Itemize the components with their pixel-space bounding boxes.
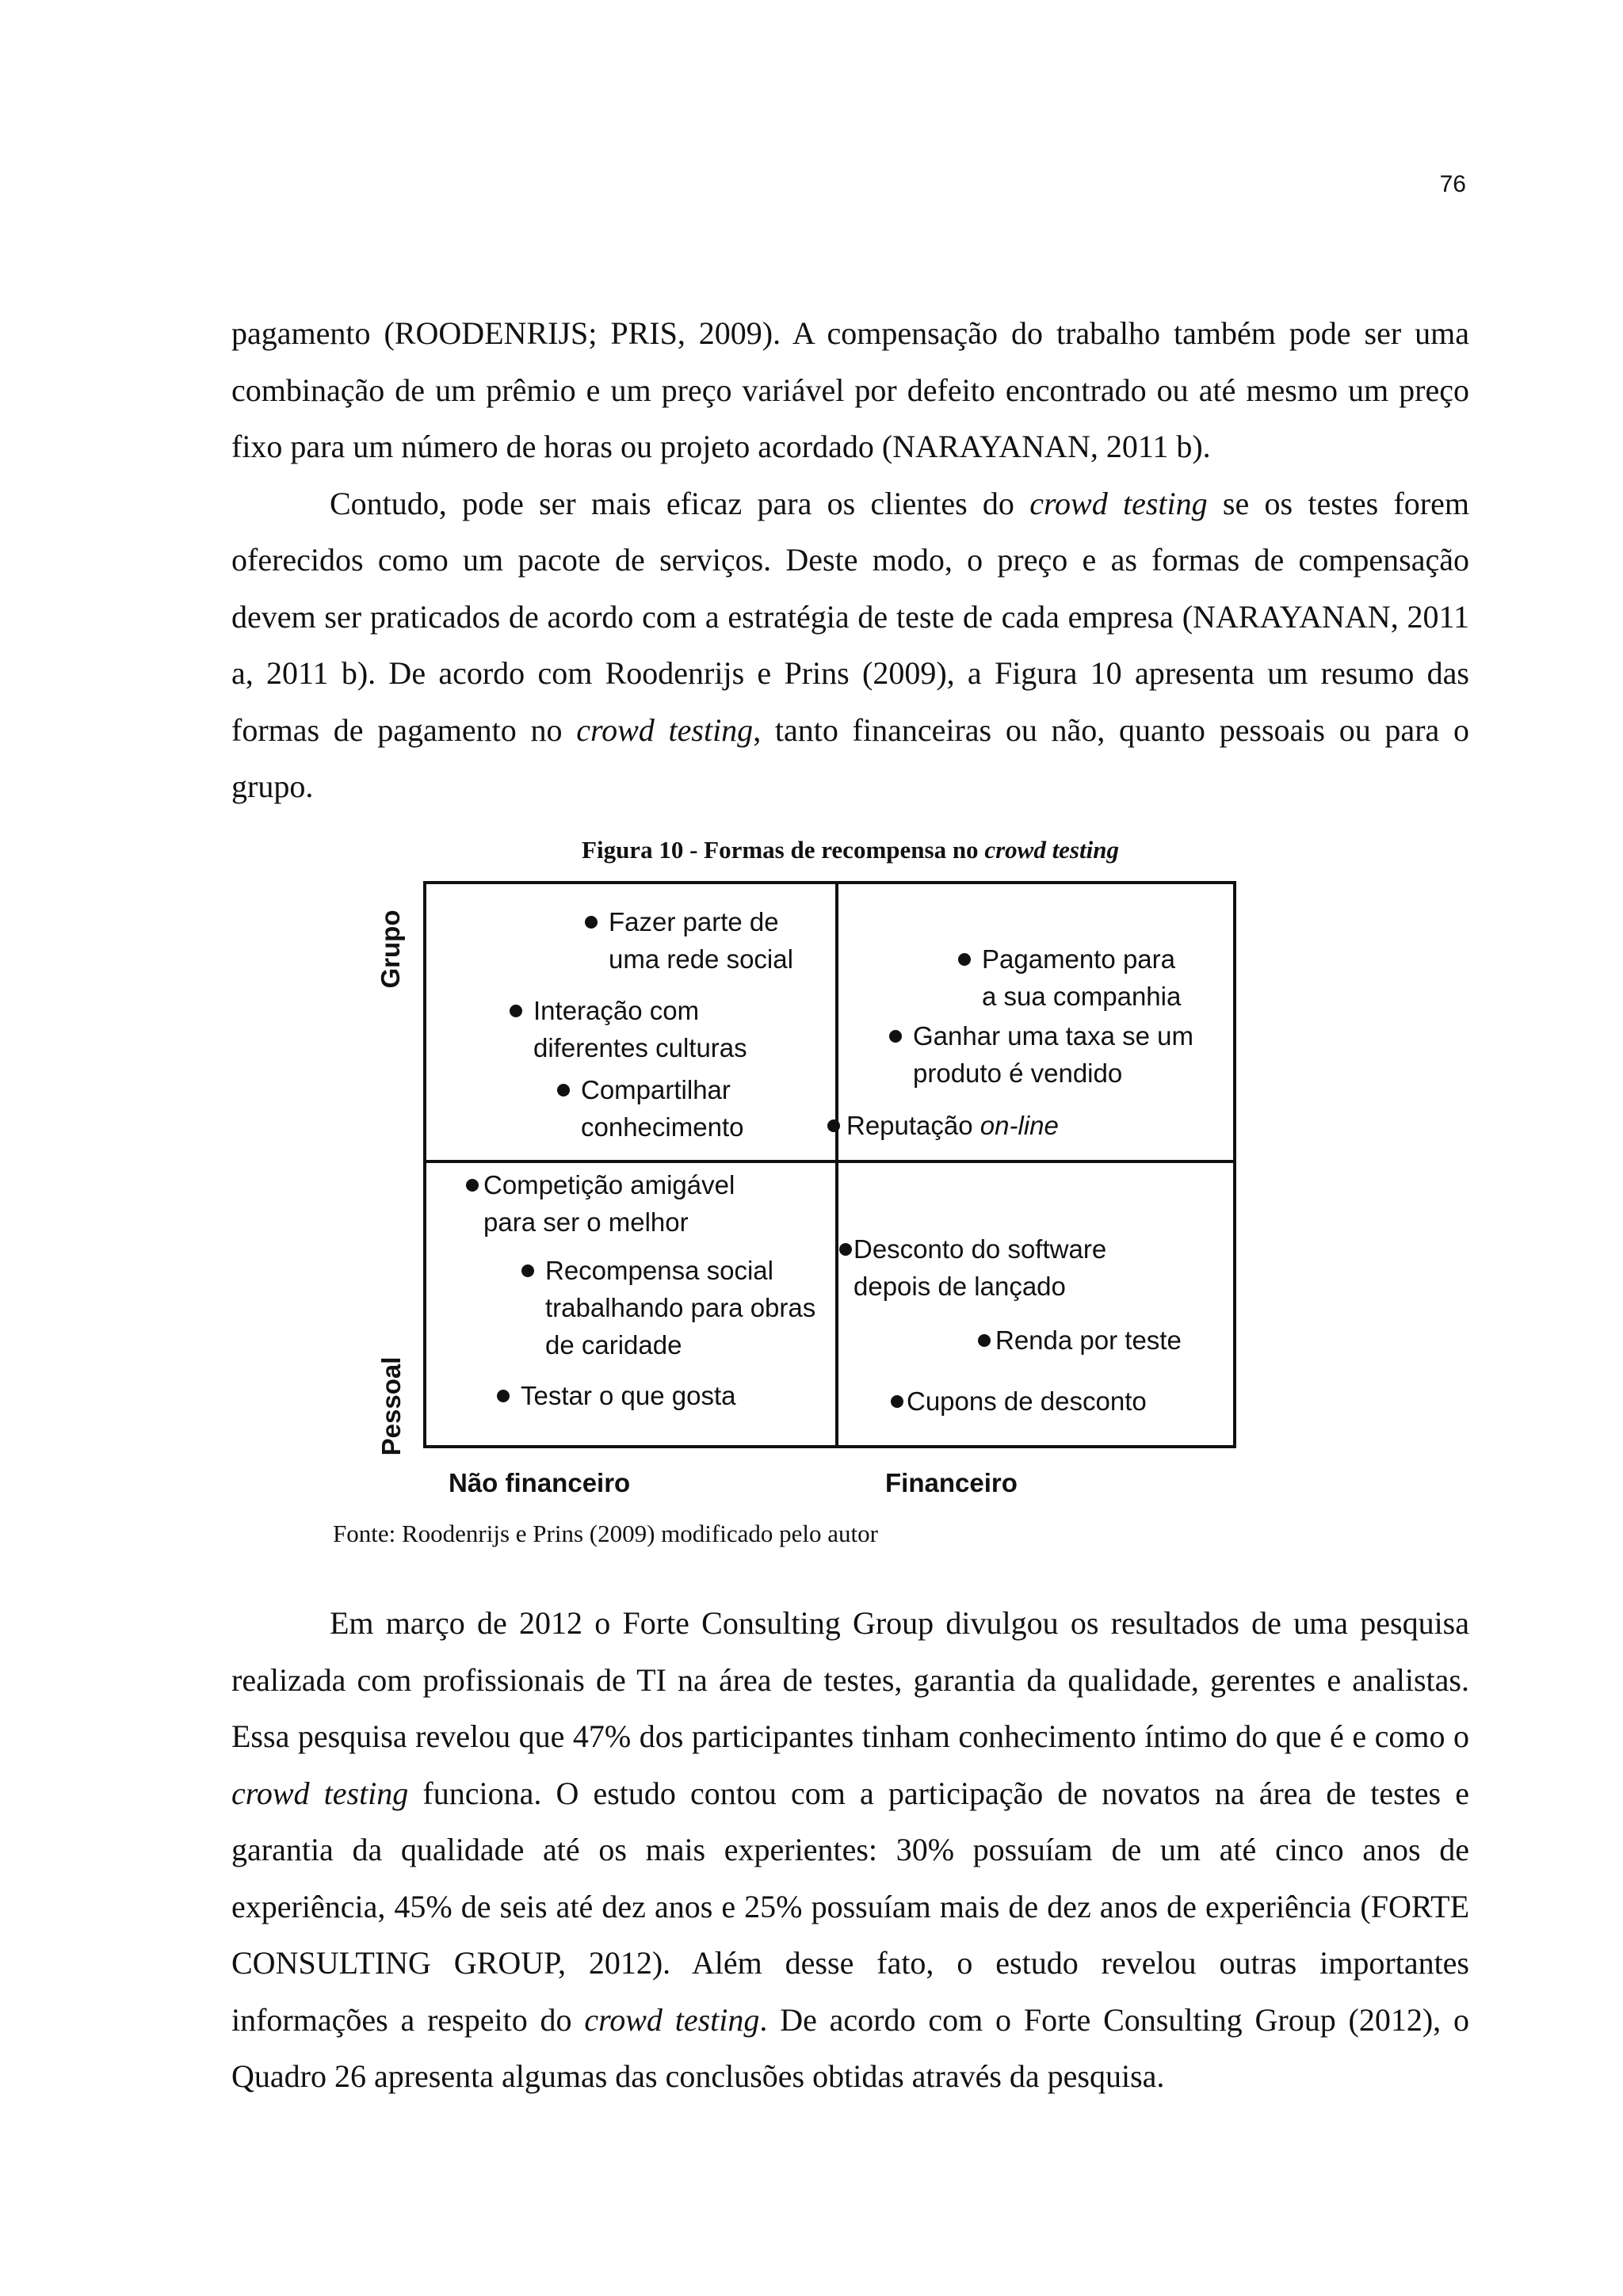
bullet-icon [827, 1119, 840, 1132]
bullet-icon [510, 1005, 522, 1017]
item-ganhar-taxa: Ganhar uma taxa se um produto é vendido [889, 1017, 1193, 1092]
bullet-icon [839, 1243, 852, 1256]
item-reputacao: Reputação on-line [827, 1107, 1059, 1144]
item-renda: Renda por teste [978, 1322, 1182, 1359]
page-number: 76 [1439, 171, 1466, 197]
body-text-top [231, 305, 1469, 815]
bullet-icon [958, 953, 971, 966]
figure-caption-italic: crowd testing [984, 836, 1119, 864]
figure-caption-prefix: Figura 10 - Formas de recompensa no [582, 836, 985, 864]
bullet-icon [557, 1084, 570, 1097]
figure-source: Fonte: Roodenrijs e Prins (2009) modificado pelo autor [333, 1520, 878, 1547]
bullet-icon [521, 1264, 534, 1277]
item-fazer-parte: Fazer parte de uma rede social [585, 903, 793, 978]
axis-label-pessoal: Pessoal [376, 1356, 406, 1456]
item-recompensa: Recompensa social trabalhando para obras de caridade [521, 1252, 815, 1363]
body-text-bottom [231, 1595, 1469, 2105]
bullet-icon [497, 1390, 510, 1402]
quadrant-divider-horizontal [423, 1160, 1236, 1163]
axis-label-nao-financeiro: Não financeiro [449, 1468, 631, 1497]
bullet-icon [889, 1030, 902, 1043]
paragraph: pagamento (ROODENRIJS; PRIS, 2009). A compensação do trabalho também pode ser uma combinação de um prêmio e um preço variável por defeito encontrado ou até mesmo um preço fixo para um número de horas ou projeto acordado (NARAYANAN, 2011 b). [231, 315, 1469, 464]
item-cupons: Cupons de desconto [891, 1383, 1147, 1420]
item-interacao: Interação com diferentes culturas [510, 992, 747, 1066]
item-desconto-software: Desconto do software depois de lançado [839, 1230, 1106, 1305]
bullet-icon [891, 1395, 903, 1408]
item-competicao: Competição amigável para ser o melhor [466, 1166, 735, 1241]
paragraph: Contudo, pode ser mais eficaz para os clientes do crowd testing se os testes forem oferecidos como um pacote de serviços. Deste modo, o preço e as formas de compensação devem ser praticados de acordo com a estratégia de teste de cada empresa (NARAYANAN, 2011 a, 2011 b). De acordo com Roodenrijs e Prins (2009), a Figura 10 apresenta um resumo das formas de pagamento no crowd testing, tanto financeiras ou não, quanto pessoais ou para o grupo. [231, 485, 1469, 804]
item-testar: Testar o que gosta [497, 1377, 736, 1414]
figure-caption [231, 836, 1469, 864]
bullet-icon [585, 916, 598, 929]
axis-label-grupo: Grupo [376, 910, 405, 989]
bullet-icon [466, 1179, 479, 1192]
item-pagamento: Pagamento para a sua companhia [958, 940, 1181, 1015]
paragraph: Em março de 2012 o Forte Consulting Group divulgou os resultados de uma pesquisa realizada com profissionais de TI na área de testes, garantia da qualidade, gerentes e analistas. Essa pesquisa revelou que 47% dos participantes tinham conhecimento íntimo do que é e como o crowd testing funciona. O estudo contou com a participação de novatos na área de testes e garantia da qualidade até os mais experientes: 30% possuíam de um até cinco anos de experiência, 45% de seis até dez anos e 25% possuíam mais de dez anos de experiência (FORTE CONSULTING GROUP, 2012). Além desse fato, o estudo revelou outras importantes informações a respeito do crowd testing. De acordo com o Forte Consulting Group (2012), o Quadro 26 apresenta algumas das conclusões obtidas através da pesquisa. [231, 1605, 1469, 2094]
item-compartilhar: Compartilhar conhecimento [557, 1071, 743, 1146]
axis-label-financeiro: Financeiro [885, 1468, 1018, 1497]
bullet-icon [978, 1334, 991, 1347]
quadrant-divider-vertical [835, 881, 838, 1448]
